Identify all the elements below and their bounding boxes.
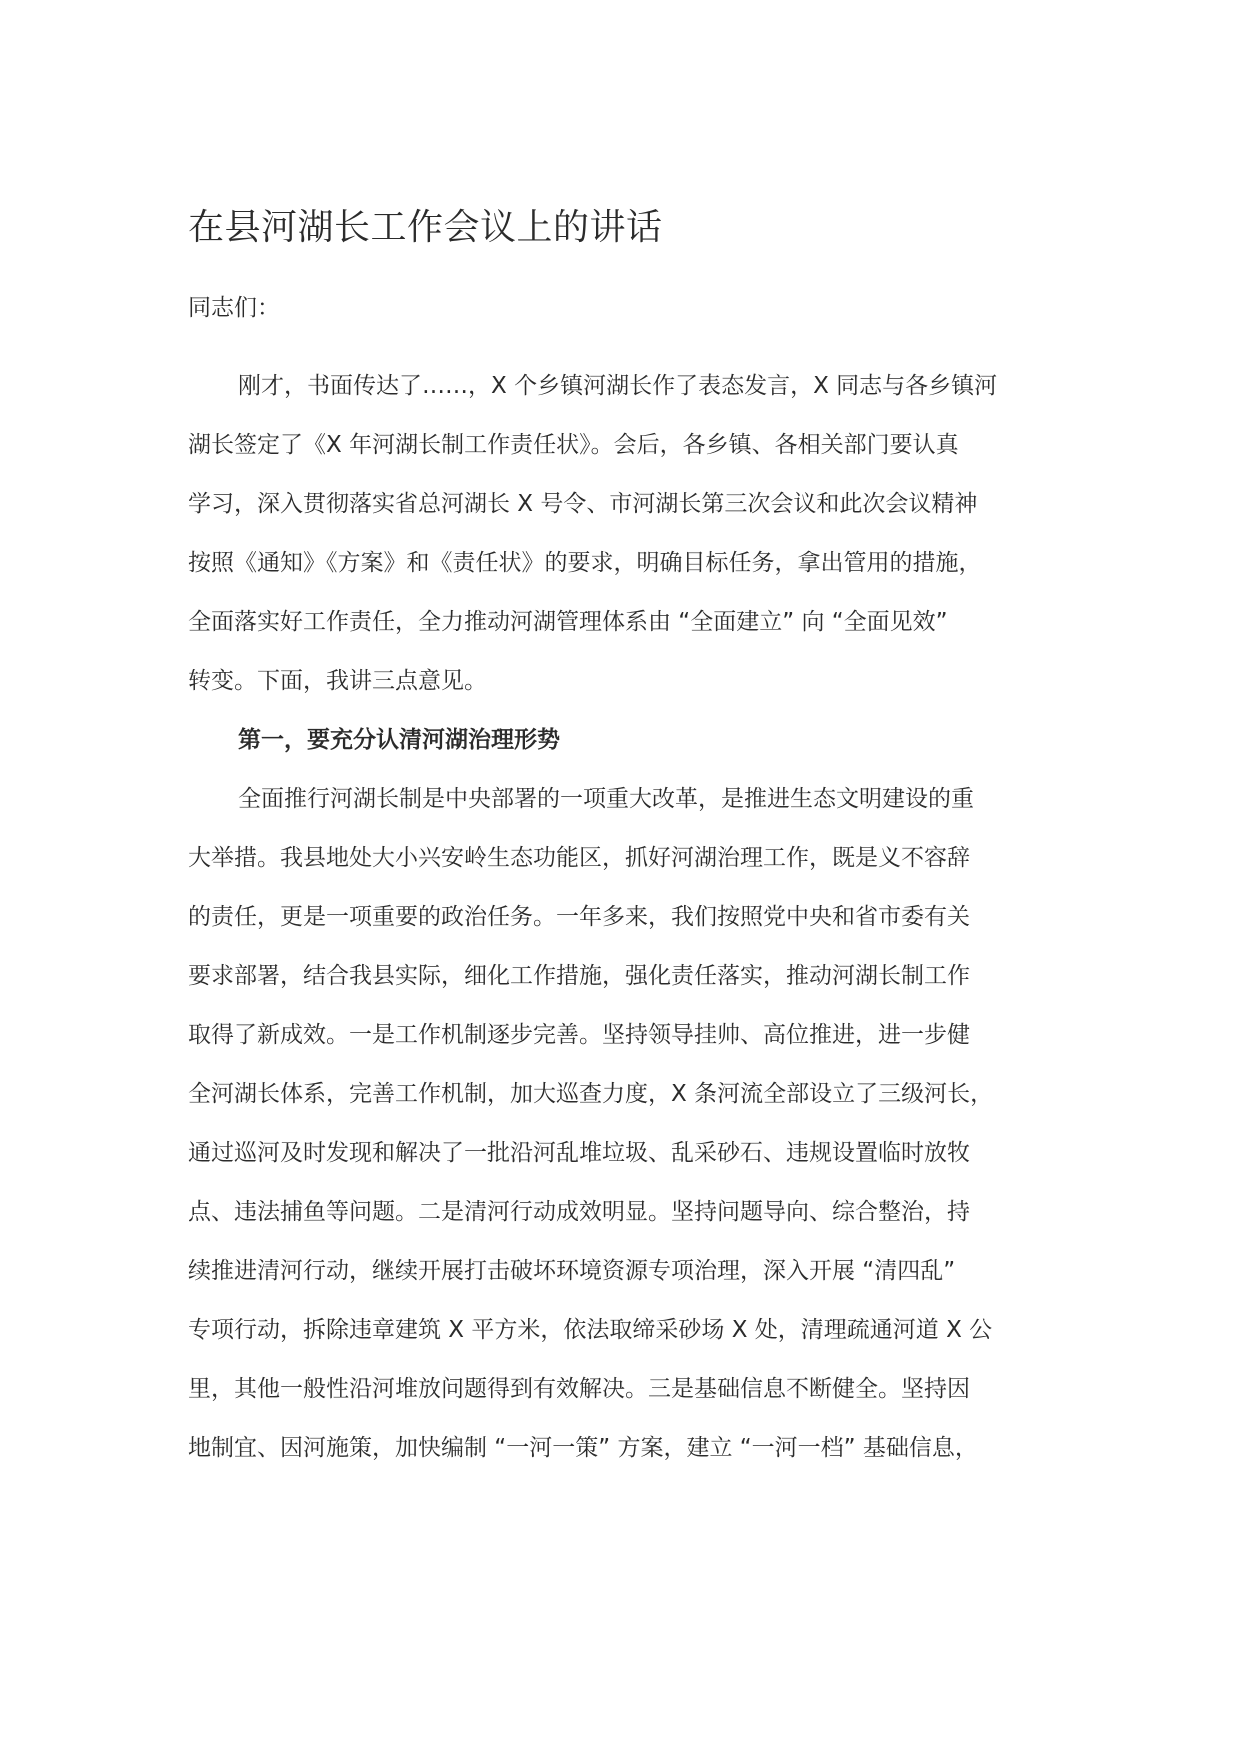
paragraph-1-line-6: 转变。下面，我讲三点意见。	[188, 668, 487, 694]
paragraph-2-line-10: 专项行动，拆除违章建筑 X 平方米，依法取缔采砂场 X 处，清理疏通河道 X 公	[188, 1317, 993, 1343]
paragraph-2-line-6: 全河湖长体系，完善工作机制，加大巡查力度，X 条河流全部设立了三级河长，	[188, 1081, 994, 1107]
paragraph-2-line-4: 要求部署，结合我县实际，细化工作措施，强化责任落实，推动河湖长制工作	[188, 963, 970, 989]
paragraph-2-line-5: 取得了新成效。一是工作机制逐步完善。坚持领导挂帅、高位推进，进一步健	[188, 1022, 970, 1048]
paragraph-1-line-5: 全面落实好工作责任，全力推动河湖管理体系由 “全面建立” 向 “全面见效”	[188, 609, 948, 635]
paragraph-2-line-1: 全面推行河湖长制是中央部署的一项重大改革，是推进生态文明建设的重	[238, 786, 974, 812]
paragraph-2-line-8: 点、违法捕鱼等问题。二是清河行动成效明显。坚持问题导向、综合整治，持	[188, 1199, 970, 1225]
paragraph-1-line-2: 湖长签定了《X 年河湖长制工作责任状》。会后，各乡镇、各相关部门要认真	[188, 432, 959, 458]
salutation: 同志们：	[188, 295, 280, 321]
paragraph-1-line-1: 刚才，书面传达了……，X 个乡镇河湖长作了表态发言，X 同志与各乡镇河	[238, 373, 998, 399]
paragraph-1-line-3: 学习，深入贯彻落实省总河湖长 X 号令、市河湖长第三次会议和此次会议精神	[188, 491, 978, 517]
paragraph-2-line-2: 大举措。我县地处大小兴安岭生态功能区，抓好河湖治理工作，既是义不容辞	[188, 845, 970, 871]
paragraph-2-line-7: 通过巡河及时发现和解决了一批沿河乱堆垃圾、乱采砂石、违规设置临时放牧	[188, 1140, 970, 1166]
document-title: 在县河湖长工作会议上的讲话	[188, 207, 663, 248]
paragraph-1-line-4: 按照《通知》《方案》和《责任状》的要求，明确目标任务，拿出管用的措施，	[188, 550, 982, 576]
paragraph-2-line-9: 续推进清河行动，继续开展打击破坏环境资源专项治理，深入开展 “清四乱”	[188, 1258, 956, 1284]
paragraph-2-line-12: 地制宜、因河施策，加快编制 “一河一策” 方案，建立 “一河一档” 基础信息，	[188, 1435, 978, 1461]
paragraph-2-line-11: 里，其他一般性沿河堆放问题得到有效解决。三是基础信息不断健全。坚持因	[188, 1376, 970, 1402]
section-heading-1: 第一，要充分认清河湖治理形势	[238, 727, 560, 753]
paragraph-2-line-3: 的责任，更是一项重要的政治任务。一年多来，我们按照党中央和省市委有关	[188, 904, 970, 930]
